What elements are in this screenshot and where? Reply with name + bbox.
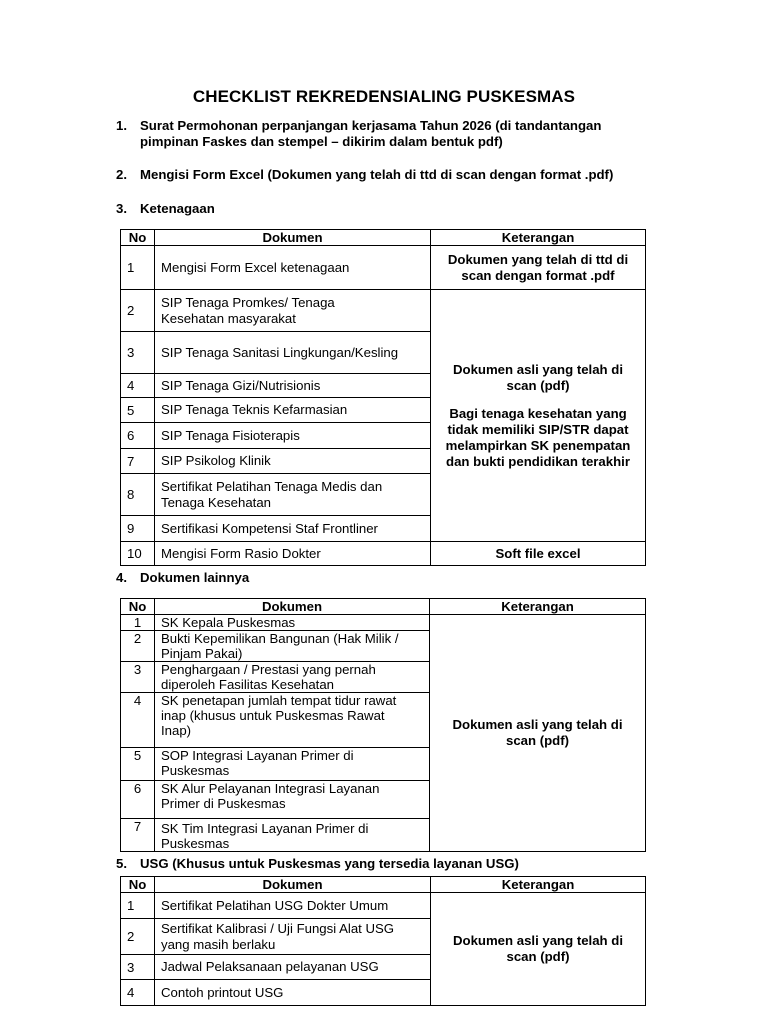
row-number: 2	[121, 919, 155, 955]
row-number: 2	[121, 290, 155, 332]
document-line: Sertifikat Kalibrasi / Uji Fungsi Alat USG	[161, 920, 395, 936]
keterangan-cell: Soft file excel	[431, 542, 646, 566]
row-number: 1	[121, 246, 155, 290]
header-no: No	[121, 599, 155, 615]
keterangan-merged-cell	[431, 893, 646, 1006]
document-cell: Mengisi Form Excel ketenagaan	[155, 246, 431, 290]
item-number: 2.	[116, 167, 127, 182]
keterangan-line: scan (pdf)	[505, 733, 569, 748]
row-number: 4	[121, 980, 155, 1006]
header-no: No	[121, 230, 155, 246]
document-cell: Sertifikat Pelatihan USG Dokter Umum	[155, 893, 431, 919]
document-cell	[155, 290, 431, 332]
row-number: 10	[121, 542, 155, 566]
row-number: 1	[121, 615, 155, 631]
item-text-line: Surat Permohonan perpanjangan kerjasama Tahun 2026 (di tandantangan	[140, 118, 602, 133]
keterangan-line: Dokumen asli yang telah di	[452, 717, 623, 732]
document-line: SK Alur Pelayanan Integrasi Layanan	[161, 781, 380, 796]
document-cell	[155, 631, 430, 662]
keterangan-line: dan bukti pendidikan terakhir	[446, 453, 630, 469]
document-line: SK penetapan jumlah tempat tidur rawat	[161, 693, 397, 708]
item-number: 4.	[116, 570, 127, 585]
keterangan-line: melampirkan SK penempatan	[445, 437, 631, 453]
header-dokumen: Dokumen	[155, 230, 431, 246]
table-row	[121, 542, 646, 566]
document-cell	[155, 474, 431, 516]
item-text: USG (Khusus untuk Puskesmas yang tersedia layanan USG)	[140, 856, 519, 871]
document-line: Pinjam Pakai)	[161, 646, 243, 661]
item-text-line: pimpinan Faskes dan stempel – dikirim dalam bentuk pdf)	[140, 134, 503, 149]
keterangan-line: Dokumen asli yang telah di	[452, 933, 623, 948]
item-number: 1.	[116, 118, 127, 133]
document-line: Puskesmas	[161, 763, 230, 778]
document-cell: SIP Tenaga Fisioterapis	[155, 423, 431, 449]
header-no: No	[121, 877, 155, 893]
row-number: 5	[121, 398, 155, 423]
header-dokumen: Dokumen	[155, 599, 430, 615]
table-row	[121, 893, 646, 919]
table-header-row	[121, 230, 646, 246]
table-row	[121, 615, 646, 631]
document-line: Tenaga Kesehatan	[161, 494, 271, 510]
document-cell: Jadwal Pelaksanaan pelayanan USG	[155, 955, 431, 980]
header-keterangan: Keterangan	[431, 877, 646, 893]
keterangan-line: tidak memiliki SIP/STR dapat	[447, 421, 629, 437]
row-number: 6	[121, 423, 155, 449]
document-cell	[155, 919, 431, 955]
row-number: 3	[121, 955, 155, 980]
table-header-row	[121, 599, 646, 615]
document-cell	[155, 748, 430, 781]
header-dokumen: Dokumen	[155, 877, 431, 893]
document-cell	[155, 819, 430, 852]
ketenagaan-table	[120, 229, 646, 566]
keterangan-line: Bagi tenaga kesehatan yang	[449, 405, 627, 421]
row-number: 4	[121, 693, 155, 748]
dokumen-lainnya-table	[120, 598, 646, 852]
row-number: 7	[121, 819, 155, 852]
keterangan-line: Dokumen asli yang telah di	[452, 361, 623, 377]
document-line: Bukti Kepemilikan Bangunan (Hak Milik /	[161, 631, 399, 646]
document-line: inap (khusus untuk Puskesmas Rawat	[161, 708, 385, 723]
document-cell: SIP Tenaga Teknis Kefarmasian	[155, 398, 431, 423]
keterangan-line: scan dengan format .pdf	[461, 267, 615, 283]
document-line: Penghargaan / Prestasi yang pernah	[161, 662, 376, 677]
document-line: diperoleh Fasilitas Kesehatan	[161, 677, 335, 692]
row-number: 3	[121, 662, 155, 693]
row-number: 9	[121, 516, 155, 542]
item-number: 3.	[116, 201, 127, 216]
row-number: 8	[121, 474, 155, 516]
document-line: Puskesmas	[161, 836, 230, 851]
document-line: yang masih berlaku	[161, 936, 276, 952]
document-line: Sertifikat Pelatihan Tenaga Medis dan	[161, 478, 383, 494]
document-line: SOP Integrasi Layanan Primer di	[161, 748, 354, 763]
row-number: 7	[121, 449, 155, 474]
document-cell: SK Kepala Puskesmas	[155, 615, 430, 631]
keterangan-line: scan (pdf)	[506, 377, 570, 393]
keterangan-line: scan (pdf)	[506, 949, 570, 964]
row-number: 5	[121, 748, 155, 781]
document-cell: SIP Tenaga Sanitasi Lingkungan/Kesling	[155, 332, 431, 374]
row-number: 4	[121, 374, 155, 398]
row-number: 1	[121, 893, 155, 919]
document-cell	[155, 781, 430, 819]
keterangan-cell	[431, 246, 646, 290]
header-keterangan: Keterangan	[430, 599, 646, 615]
table-header-row	[121, 877, 646, 893]
row-number: 2	[121, 631, 155, 662]
document-cell: SIP Psikolog Klinik	[155, 449, 431, 474]
row-number: 6	[121, 781, 155, 819]
keterangan-line: Dokumen yang telah di ttd di	[447, 251, 629, 267]
item-text: Ketenagaan	[140, 201, 215, 216]
page-title: CHECKLIST REKREDENSIALING PUSKESMAS	[192, 87, 576, 106]
table-row	[121, 290, 646, 332]
document-line: Kesehatan masyarakat	[161, 310, 296, 326]
header-keterangan: Keterangan	[431, 230, 646, 246]
keterangan-merged-cell	[430, 615, 646, 852]
usg-table	[120, 876, 646, 1006]
row-number: 3	[121, 332, 155, 374]
item-number: 5.	[116, 856, 127, 871]
document-cell: Contoh printout USG	[155, 980, 431, 1006]
document-line: SIP Tenaga Promkes/ Tenaga	[161, 294, 335, 310]
keterangan-merged-cell	[431, 290, 646, 542]
document-line: SK Tim Integrasi Layanan Primer di	[161, 821, 369, 836]
document-cell	[155, 693, 430, 748]
document-cell	[155, 662, 430, 693]
document-line: Primer di Puskesmas	[161, 796, 286, 811]
item-text: Mengisi Form Excel (Dokumen yang telah di ttd di scan dengan format .pdf)	[140, 167, 614, 182]
document-line: Inap)	[161, 723, 192, 738]
document-cell: Sertifikasi Kompetensi Staf Frontliner	[155, 516, 431, 542]
document-cell: SIP Tenaga Gizi/Nutrisionis	[155, 374, 431, 398]
document-cell: Mengisi Form Rasio Dokter	[155, 542, 431, 566]
table-row	[121, 246, 646, 290]
item-text: Dokumen lainnya	[140, 570, 250, 585]
